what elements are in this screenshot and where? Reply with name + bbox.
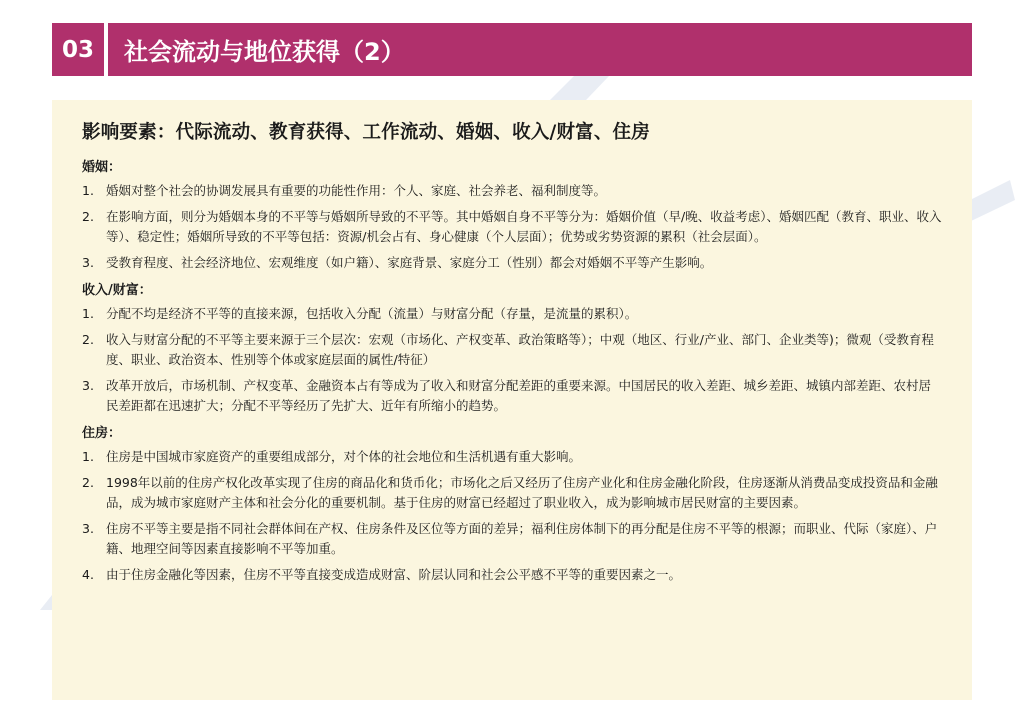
list-item-number: 3. [82,521,94,536]
list-item-text: 住房不平等主要是指不同社会群体间在产权、住房条件及区位等方面的差异；福利住房体制下的再分配是住房不平等的根源；而职业、代际（家庭）、户籍、地理空间等因素直接影响不平等加重。 [106,521,938,556]
list-item-number: 3. [82,255,94,270]
list-item-text: 受教育程度、社会经济地位、宏观维度（如户籍）、家庭背景、家庭分工（性别）都会对婚姻不平等产生影响。 [106,255,713,270]
list-item-text: 在影响方面，则分为婚姻本身的不平等与婚姻所导致的不平等。其中婚姻自身不平等分为：婚姻价值（早/晚、收益考虑）、婚姻匹配（教育、职业、收入等）、稳定性；婚姻所导致的不平等包括：资源/机会占有、身心健康（个人层面）；优势或劣势资源的累积（社会层面）。 [106,209,942,244]
page-title: 社会流动与地位获得（2） [124,38,405,66]
list-item-number: 1. [82,183,94,198]
list-item-text: 婚姻对整个社会的协调发展具有重要的功能性作用：个人、家庭、社会养老、福利制度等。 [106,183,607,198]
list-item-text: 1998年以前的住房产权化改革实现了住房的商品化和货币化；市场化之后又经历了住房产业化和住房金融化阶段，住房逐渐从消费品变成投资品和金融品，成为城市家庭财产主体和社会分化的重要机制。基于住房的财富已经超过了职业收入，成为影响城市居民财富的主要因素。 [106,475,938,510]
section-income-wealth [82,279,942,416]
list-item [82,376,942,416]
section-heading: 收入/财富： [82,283,152,298]
section-marriage [82,156,942,273]
list-item-number: 2. [82,332,94,347]
list-item-text: 住房是中国城市家庭资产的重要组成部分，对个体的社会地位和生活机遇有重大影响。 [106,449,582,464]
list-item [82,330,942,370]
content-body [82,118,942,591]
list-item-number: 3. [82,378,94,393]
list-item-number: 4. [82,567,94,582]
list-item [82,207,942,247]
list-item [82,181,942,201]
main-heading: 影响要素：代际流动、教育获得、工作流动、婚姻、收入/财富、住房 [82,122,650,143]
section-number-badge [52,23,104,76]
list-item [82,519,942,559]
list-item [82,447,942,467]
section-heading: 婚姻： [82,160,122,175]
list-item [82,473,942,513]
list-item-text: 改革开放后，市场机制、产权变革、金融资本占有等成为了收入和财富分配差距的重要来源。中国居民的收入差距、城乡差距、城镇内部差距、农村居民差距都在迅速扩大；分配不平等经历了先扩大、近年有所缩小的趋势。 [106,378,932,413]
list-item-text: 收入与财富分配的不平等主要来源于三个层次：宏观（市场化、产权变革、政治策略等）；中观（地区、行业/产业、部门、企业类等)；微观（受教育程度、职业、政治资本、性别等个体或家庭层面的属性/特征） [106,332,934,367]
section-heading: 住房： [82,426,122,441]
list-item [82,253,942,273]
list-item [82,304,942,324]
list-item [82,565,942,585]
list-item-text: 分配不均是经济不平等的直接来源，包括收入分配（流量）与财富分配（存量，是流量的累积）。 [106,306,638,321]
section-number: 03 [61,36,94,63]
list-item-number: 1. [82,449,94,464]
page-title-bar [108,23,972,76]
list-item-text: 由于住房金融化等因素，住房不平等直接变成造成财富、阶层认同和社会公平感不平等的重要因素之一。 [106,567,682,582]
list-item-number: 2. [82,209,94,224]
section-housing [82,422,942,585]
list-item-number: 2. [82,475,94,490]
list-item-number: 1. [82,306,94,321]
